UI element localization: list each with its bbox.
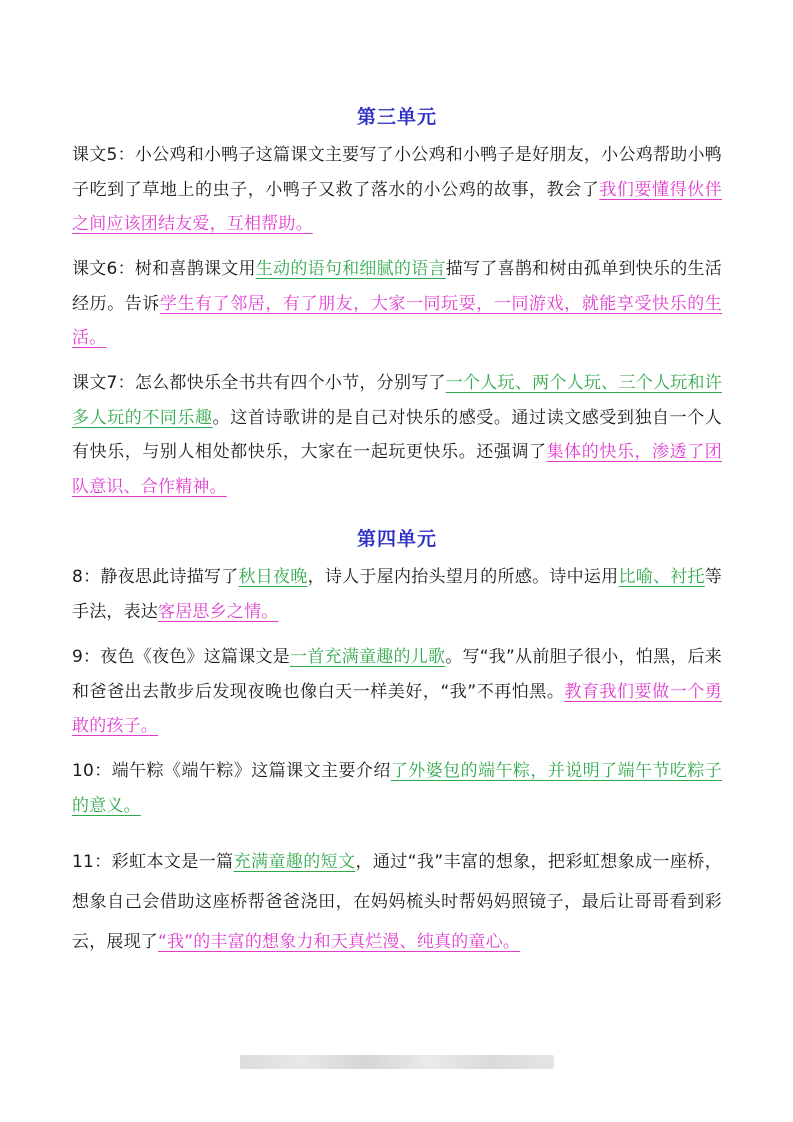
- text-run: 9：夜色《夜色》这篇课文是: [72, 647, 291, 667]
- highlight-green: 充满童趣的短文: [233, 852, 356, 872]
- text-run: 课文7：怎么都快乐全书共有四个小节，分别写了: [72, 373, 446, 393]
- paragraph-lesson-5: [72, 138, 722, 242]
- highlight-pink: 教育我们要做一个勇敢的孩子。: [72, 681, 722, 736]
- text-run: 等手法，表达: [72, 567, 722, 622]
- highlight-pink: 学生有了邻居，有了朋友，大家一同玩耍，一同游戏，就能享受快乐的生活。: [72, 293, 722, 348]
- text-run: ，诗人于屋内抬头望月的所感。诗中运用: [307, 567, 619, 587]
- highlight-pink: “我”的丰富的想象力和天真烂漫、纯真的童心。: [158, 932, 521, 952]
- highlight-green: 一个人玩、两个人玩、三个人玩和许多人玩的不同乐趣: [72, 373, 722, 428]
- text-run: 课文5：小公鸡和小鸭子这篇课文主要写了小公鸡和小鸭子是好朋友，小公鸡帮助小鸭子吃到了草地上的虫子，小鸭子又救了落水的小公鸡的故事，教会了: [72, 145, 722, 200]
- highlight-green: 一首充满童趣的儿歌: [290, 647, 446, 667]
- highlight-pink: 客居思乡之情。: [158, 601, 279, 622]
- text-run: 10：端午粽《端午粽》这篇课文主要介绍: [72, 761, 391, 781]
- text-run: 。这首诗歌讲的是自己对快乐的感受。通过读文感受到独自一个人有快乐，与别人相处都快乐，大家在一起玩更快乐。还强调了: [72, 407, 722, 462]
- highlight-green: 比喻、衬托: [618, 567, 705, 587]
- text-run: ，通过“我”丰富的想象，把彩虹想象成一座桥，想象自己会借助这座桥帮爸爸浇田，在妈妈梳头时帮妈妈照镜子，最后让哥哥看到彩云，展现了: [72, 852, 722, 952]
- highlight-pink: 集体的快乐，渗透了团队意识、合作精神。: [72, 442, 722, 497]
- paragraph-lesson-11: [72, 842, 722, 962]
- highlight-pink: 我们要懂得伙伴之间应该团结友爱，互相帮助。: [72, 179, 722, 234]
- highlight-green: 了外婆包的端午粽，并说明了端午节吃粽子的意义。: [72, 761, 722, 816]
- paragraph-lesson-8: [72, 560, 722, 629]
- paragraph-lesson-9: [72, 640, 722, 744]
- text-run: 描写了喜鹊和树由孤单到快乐的生活经历。告诉: [72, 259, 723, 314]
- text-run: 。写“我”从前胆子很小，怕黑，后来和爸爸出去散步后发现夜晚也像白天一样美好，“我”不再怕黑。: [72, 647, 722, 702]
- section-title-unit-3: 第三单元: [356, 106, 437, 128]
- text-run: 8：静夜思此诗描写了: [72, 567, 239, 587]
- blurred-footer-watermark: [240, 1055, 554, 1069]
- text-run: 11：彩虹本文是一篇: [72, 852, 234, 872]
- paragraph-lesson-6: [72, 252, 722, 356]
- paragraph-lesson-7: [72, 366, 722, 504]
- text-run: 课文6：树和喜鹊课文用: [72, 259, 256, 279]
- section-title-unit-4: 第四单元: [356, 528, 437, 550]
- highlight-green: 生动的语句和细腻的语言: [255, 259, 446, 279]
- highlight-green: 秋日夜晚: [238, 567, 308, 587]
- paragraph-lesson-10: [72, 754, 722, 823]
